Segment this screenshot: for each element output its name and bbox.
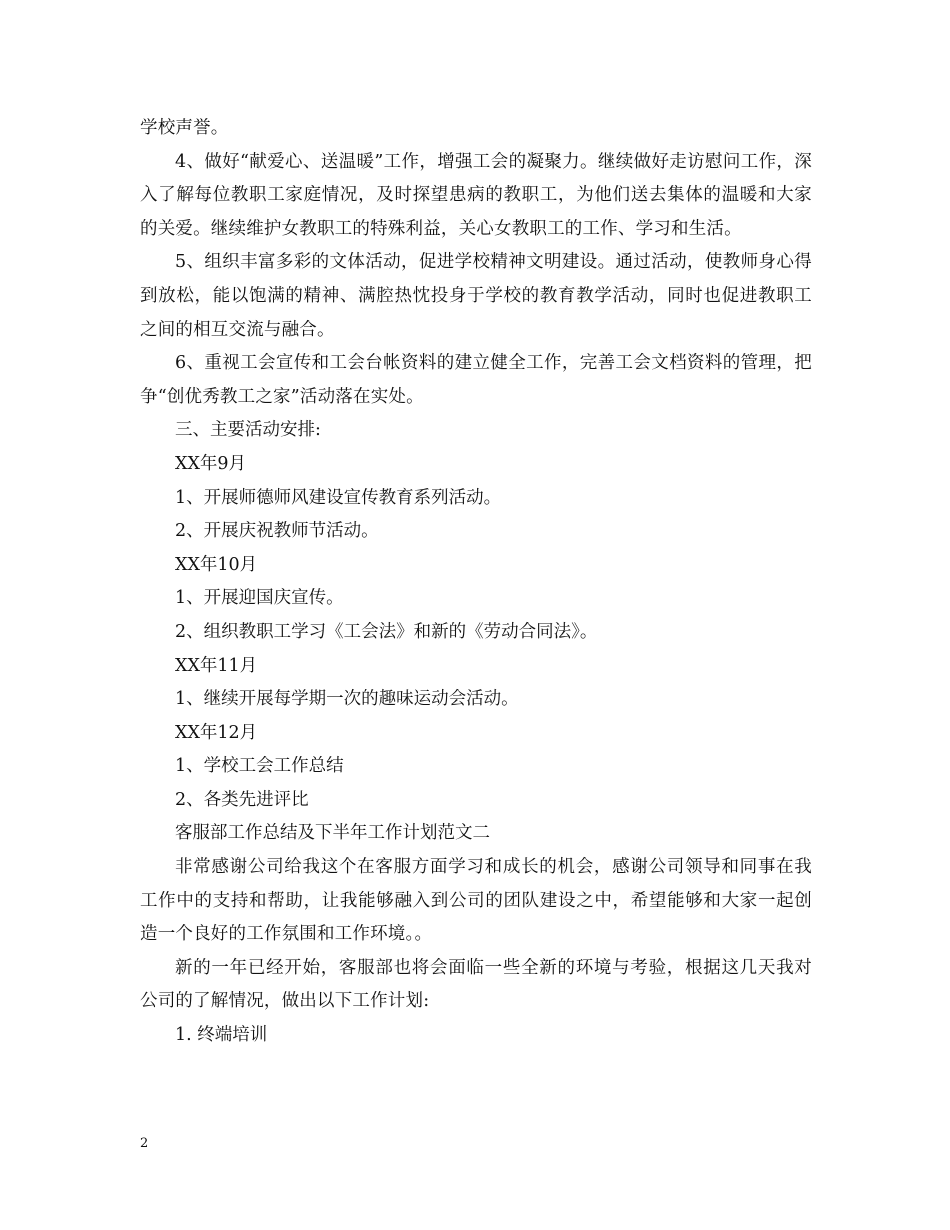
schedule-item: 1、学校工会工作总结 xyxy=(175,756,344,777)
schedule-item: 2、开展庆祝教师节活动。 xyxy=(175,521,379,542)
paragraph-item-5: 5、组织丰富多彩的文体活动，促进学校精神文明建设。通过活动，使教师身心得到放松，能以饱满的精神、满腔热忱投身于学校的教育教学活动，同时也促进教职工之间的相互交流与融合。 xyxy=(140,252,812,340)
schedule-item: 1、继续开展每学期一次的趣味运动会活动。 xyxy=(175,689,519,710)
plan-item-terminal-training: 1. 终端培训 xyxy=(175,1025,268,1046)
paragraph-item-6: 6、重视工会宣传和工会台帐资料的建立健全工作，完善工会文档资料的管理，把争“创优秀教工之家”活动落在实处。 xyxy=(140,353,812,407)
schedule-item: 2、各类先进评比 xyxy=(175,789,309,810)
schedule-item: 1、开展师德师风建设宣传教育系列活动。 xyxy=(175,487,502,508)
month-heading-december: XX年12月 xyxy=(175,722,258,743)
month-heading-september: XX年9月 xyxy=(175,453,247,474)
paragraph-thanks: 非常感谢公司给我这个在客服方面学习和成长的机会，感谢公司领导和同事在我工作中的支持和帮助，让我能够融入到公司的团队建设之中，希望能够和大家一起创造一个良好的工作氛围和工作环境。。 xyxy=(140,857,812,945)
month-heading-november: XX年11月 xyxy=(175,655,258,676)
page-number: 2 xyxy=(140,1136,149,1151)
section-heading-activities: 三、主要活动安排: xyxy=(175,420,321,441)
document-body xyxy=(140,112,812,1053)
paragraph-continuation: 学校声誉。 xyxy=(140,118,229,138)
schedule-item: 2、组织教职工学习《工会法》和新的《劳动合同法》。 xyxy=(175,621,598,642)
document-subtitle: 客服部工作总结及下半年工作计划范文二 xyxy=(175,823,490,844)
schedule-item: 1、开展迎国庆宣传。 xyxy=(175,588,344,609)
paragraph-item-4: 4、做好“献爱心、送温暖”工作，增强工会的凝聚力。继续做好走访慰问工作，深入了解每位教职工家庭情况，及时探望患病的教职工，为他们送去集体的温暖和大家的关爱。继续维护女教职工的特殊利益，关心女教职工的工作、学习和生活。 xyxy=(140,151,812,239)
paragraph-new-year-plan: 新的一年已经开始，客服部也将会面临一些全新的环境与考验，根据这几天我对公司的了解情况，做出以下工作计划: xyxy=(140,957,812,1012)
month-heading-october: XX年10月 xyxy=(175,554,258,575)
